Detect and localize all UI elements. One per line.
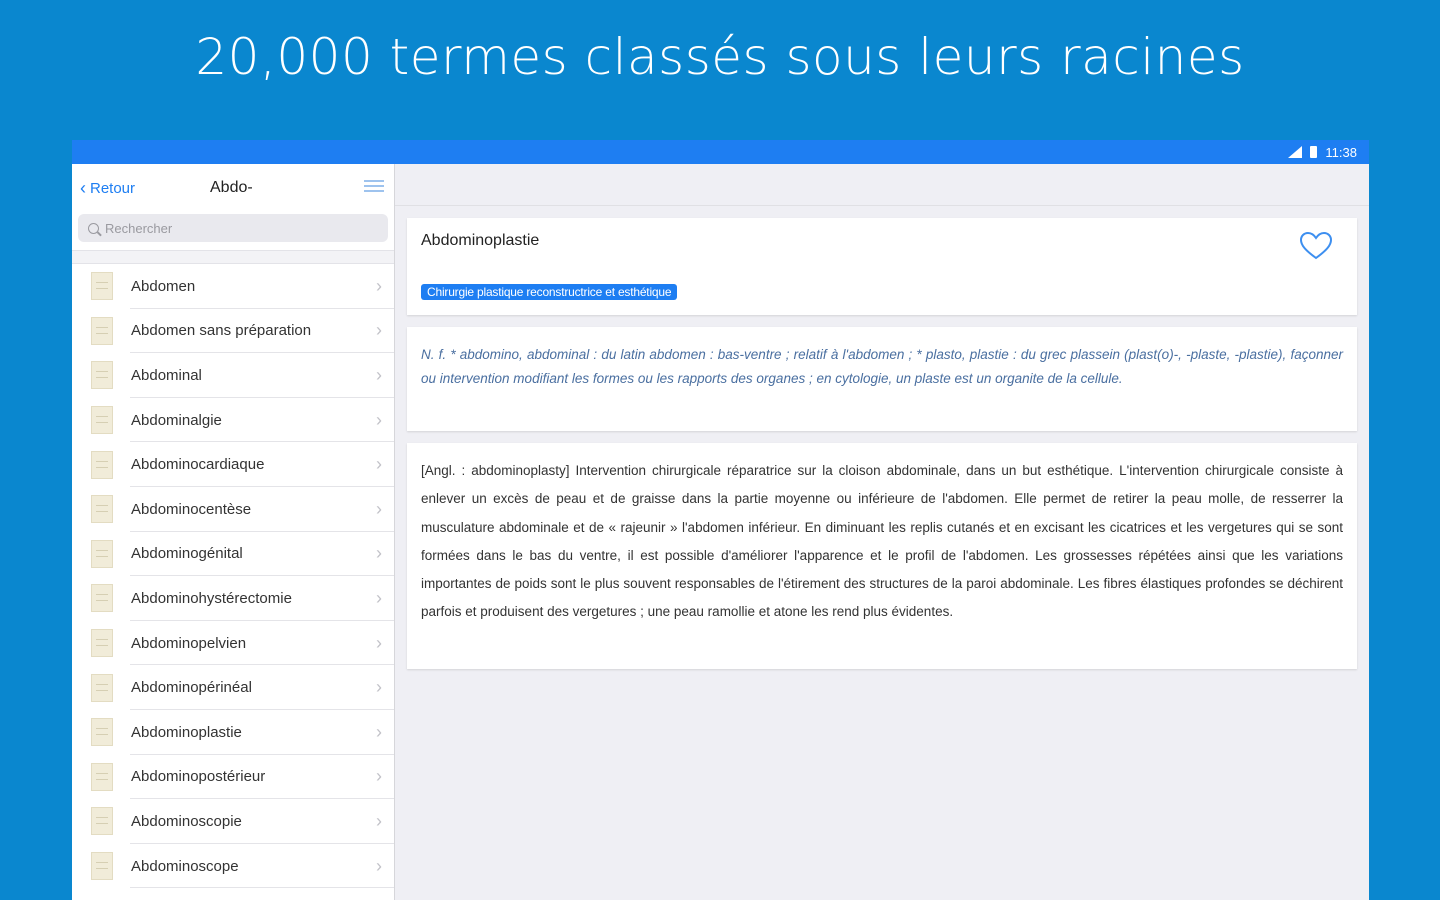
list-item-label: Abdominoplastie xyxy=(131,723,242,741)
chevron-right-icon: › xyxy=(376,320,382,341)
chevron-right-icon: › xyxy=(376,632,382,653)
back-button[interactable] xyxy=(80,179,135,197)
document-icon xyxy=(91,674,113,702)
document-icon xyxy=(91,540,113,568)
document-icon xyxy=(91,451,113,479)
sidebar-nav-bar xyxy=(72,164,394,212)
search-input[interactable] xyxy=(105,221,355,236)
chevron-left-icon: ‹ xyxy=(80,178,86,198)
chevron-right-icon: › xyxy=(376,587,382,608)
signal-icon xyxy=(1286,146,1302,158)
search-field[interactable] xyxy=(78,214,388,242)
chevron-right-icon: › xyxy=(376,498,382,519)
chevron-right-icon: › xyxy=(376,766,382,787)
document-icon xyxy=(91,406,113,434)
list-item[interactable] xyxy=(72,532,394,577)
list-item[interactable] xyxy=(72,442,394,487)
list-item-label: Abdomen sans préparation xyxy=(131,322,312,340)
list-item[interactable] xyxy=(72,487,394,532)
chevron-right-icon: › xyxy=(376,364,382,385)
etymology-text: N. f. * abdomino, abdominal : du latin abdomen : bas-ventre ; relatif à l'abdomen ; * plasto, plastie : du grec plassein (plast(o)-, -plaste, -plastie), façonner ou intervention modifiant les formes ou les rapports des organes ; en cytologie, un plaste est un organite de la cellule. xyxy=(421,347,1343,386)
document-icon xyxy=(91,629,113,657)
detail-pane xyxy=(395,164,1369,900)
list-item-label: Abdominocentèse xyxy=(131,500,252,518)
category-tag[interactable]: Chirurgie plastique reconstructrice et esthétique xyxy=(421,284,677,300)
list-icon[interactable] xyxy=(364,180,384,196)
list-item-label: Abdominoscope xyxy=(131,857,239,875)
chevron-right-icon: › xyxy=(376,409,382,430)
list-item[interactable] xyxy=(72,353,394,398)
list-item-label: Abdominopelvien xyxy=(131,634,247,652)
list-header-separator xyxy=(72,250,394,264)
term-list xyxy=(72,264,394,888)
search-icon xyxy=(88,223,99,234)
list-item[interactable] xyxy=(72,710,394,755)
list-item-label: Abdominopérinéal xyxy=(131,679,252,697)
chevron-right-icon: › xyxy=(376,810,382,831)
document-icon xyxy=(91,763,113,791)
list-item-label: Abdominohystérectomie xyxy=(131,589,292,607)
chevron-right-icon: › xyxy=(376,855,382,876)
heart-icon[interactable] xyxy=(1299,231,1333,261)
document-icon xyxy=(91,852,113,880)
list-item[interactable] xyxy=(72,799,394,844)
split-view xyxy=(72,164,1369,900)
sidebar xyxy=(72,164,395,900)
list-item[interactable] xyxy=(72,398,394,443)
status-bar xyxy=(72,140,1369,164)
sidebar-title: Abdo- xyxy=(210,179,253,196)
back-button-label: Retour xyxy=(90,179,136,197)
document-icon xyxy=(91,361,113,389)
detail-nav-bar xyxy=(395,164,1369,206)
list-item-label: Abdominal xyxy=(131,366,202,384)
chevron-right-icon: › xyxy=(376,454,382,475)
list-item-label: Abdomen xyxy=(131,277,196,295)
list-item[interactable] xyxy=(72,755,394,800)
list-item[interactable] xyxy=(72,309,394,354)
search-bar xyxy=(72,212,394,250)
list-item-label: Abdominocardiaque xyxy=(131,456,265,474)
list-item-label: Abdominogénital xyxy=(131,545,243,563)
document-icon xyxy=(91,272,113,300)
term-header-card xyxy=(407,218,1357,315)
list-item[interactable] xyxy=(72,665,394,710)
document-icon xyxy=(91,718,113,746)
chevron-right-icon: › xyxy=(376,721,382,742)
term-title: Abdominoplastie xyxy=(421,232,540,249)
definition-text: [Angl. : abdominoplasty] Intervention chirurgicale réparatrice sur la cloison abdominale, dans un but esthétique. L'intervention chirurgicale consiste à enlever un excès de peau et de graisse dans la partie moyenne ou inférieure de l'abdomen. Elle permet de retirer la peau molle, de resserrer la musculature abdominale et de « rajeunir » l'abdomen inférieur. En diminuant les replis cutanés et en excisant les cicatrices et les vergetures qui se sont formées dans le bas du ventre, il est possible d'améliorer l'apparence et le profil de l'abdomen. Les grossesses répétées ainsi que les variations importantes de poids sont le plus souvent responsables de l'étirement des structures de la paroi abdominale. Les fibres élastiques profondes se déchirent parfois et produisent des vergetures ; une peau ramollie et atone les rend plus évidentes. xyxy=(421,463,1343,620)
etymology-card xyxy=(407,327,1357,431)
chevron-right-icon: › xyxy=(376,543,382,564)
document-icon xyxy=(91,807,113,835)
battery-icon xyxy=(1310,146,1317,158)
list-item-label: Abdominopostérieur xyxy=(131,768,266,786)
list-item-label: Abdominalgie xyxy=(131,411,222,429)
document-icon xyxy=(91,317,113,345)
promo-headline: 20,000 termes classés sous leurs racines xyxy=(195,28,1245,86)
status-time: 11:38 xyxy=(1325,144,1357,160)
tablet-screen xyxy=(72,140,1369,900)
list-item[interactable] xyxy=(72,576,394,621)
list-item[interactable] xyxy=(72,621,394,666)
chevron-right-icon: › xyxy=(376,275,382,296)
chevron-right-icon: › xyxy=(376,677,382,698)
definition-card xyxy=(407,443,1357,669)
list-item[interactable] xyxy=(72,264,394,309)
list-item[interactable] xyxy=(72,844,394,889)
document-icon xyxy=(91,584,113,612)
list-item-label: Abdominoscopie xyxy=(131,812,242,830)
document-icon xyxy=(91,495,113,523)
